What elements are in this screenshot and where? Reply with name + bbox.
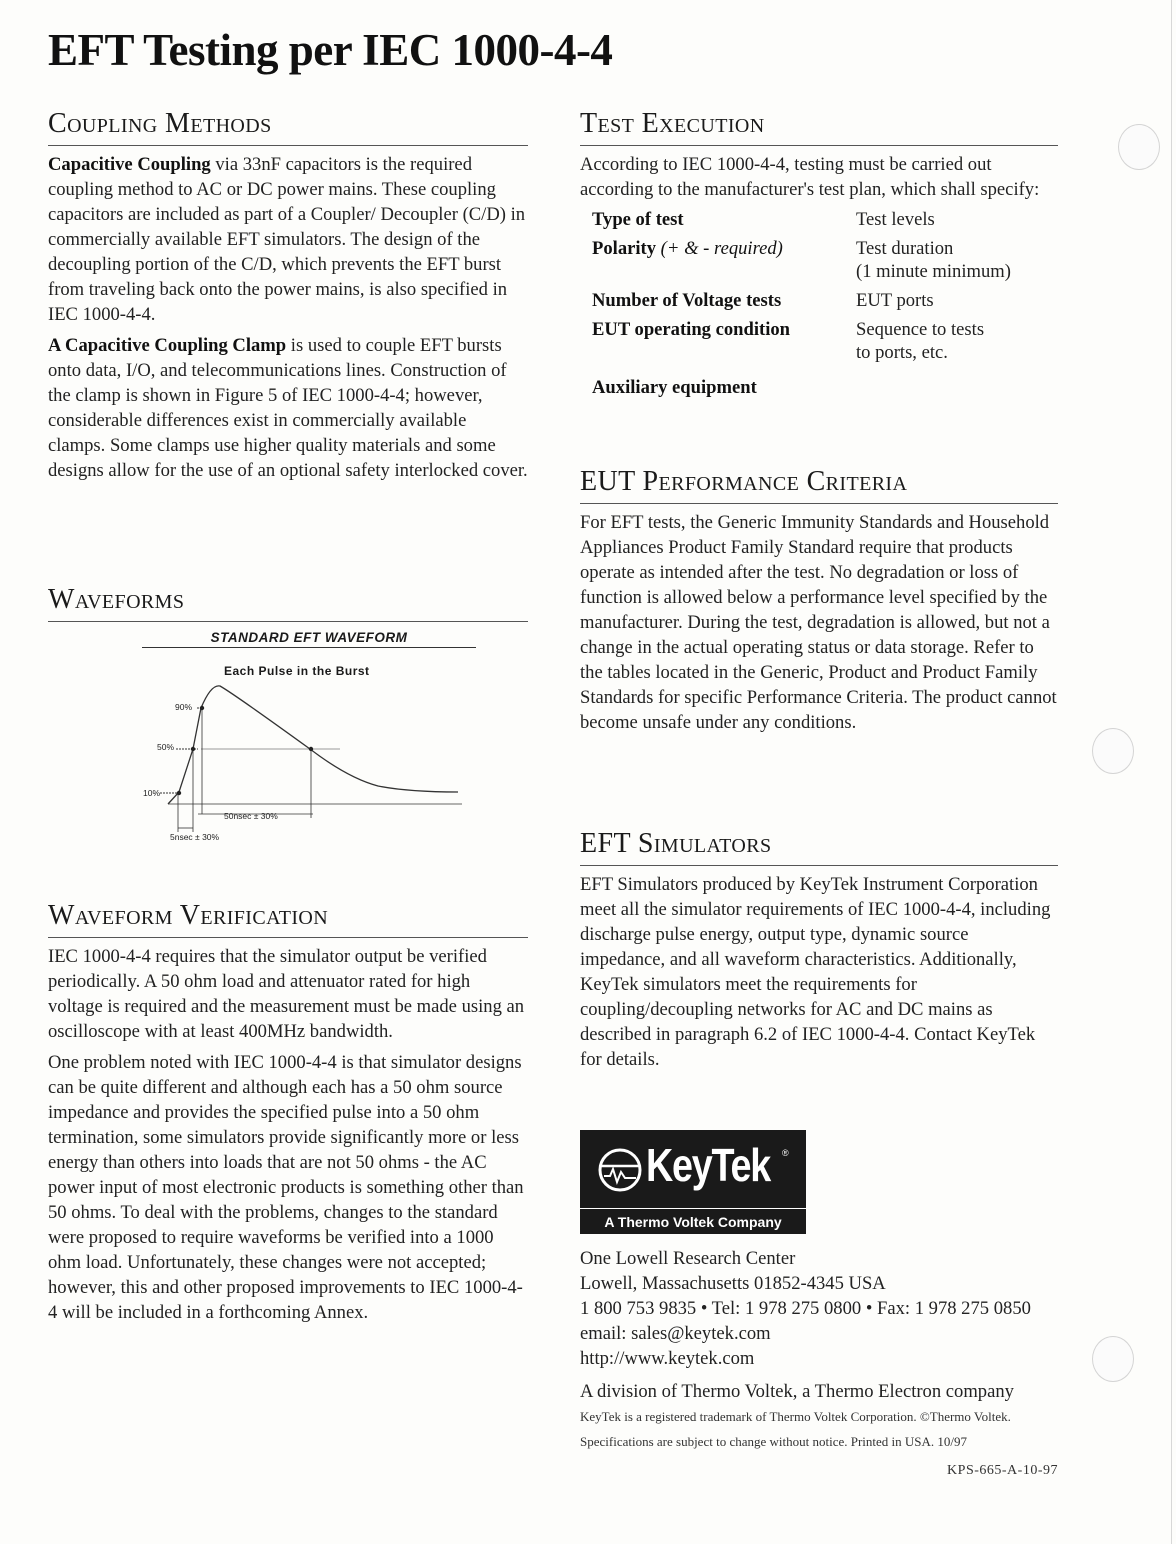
- document-id: KPS-665-A-10-97: [947, 1463, 1058, 1478]
- figure-title: STANDARD EFT WAVEFORM: [142, 630, 476, 648]
- page-edge: [1171, 0, 1172, 1544]
- waveforms-section: [48, 584, 528, 860]
- label-50-percent: 50%: [157, 742, 175, 752]
- capacitive-coupling-term: Capacitive Coupling: [48, 154, 211, 175]
- coupling-methods-heading: Coupling Methods: [48, 108, 528, 146]
- punch-hole: [1092, 1336, 1134, 1382]
- address-line-1: One Lowell Research Center: [580, 1248, 796, 1269]
- coupling-paragraph-2: A Capacitive Coupling Clamp is used to couple EFT bursts onto data, I/O, and telecommunications lines. Construction of the clamp is shown in Figure 5 of IEC 1000-4-4; however, considerable differences exist in commercially available clamps. Some clamps use higher quality materials and some designs allow for the use of an optional safety interlocked cover.: [48, 335, 528, 481]
- waveforms-heading: Waveforms: [48, 584, 528, 622]
- point-50-rise: [191, 747, 195, 751]
- test-plan-table: [592, 208, 1011, 405]
- label-rise-time: 5nsec ± 30%: [170, 832, 220, 842]
- label-10-percent: 10%: [143, 788, 161, 798]
- globe-icon: [592, 1142, 648, 1198]
- left-column: [48, 108, 528, 489]
- label-90-percent: 90%: [175, 702, 193, 712]
- table-row: Polarity (+ & - required) Test duration (1 minute minimum): [592, 238, 1011, 282]
- test-execution-section: [580, 108, 1058, 405]
- eft-simulators-heading: EFT Simulators: [580, 828, 1058, 866]
- pulse-curve: [168, 686, 458, 804]
- waveform-diagram: [48, 628, 528, 860]
- simulators-section: [580, 828, 1058, 1454]
- address-line-2: Lowell, Massachusetts 01852-4345 USA: [580, 1273, 886, 1294]
- keytek-logo: [580, 1130, 806, 1234]
- registered-mark: ®: [782, 1148, 789, 1158]
- label-pulse-width: 50nsec ± 30%: [224, 811, 278, 821]
- page-title: EFT Testing per IEC 1000-4-4: [48, 25, 613, 75]
- verification-paragraph-1: IEC 1000-4-4 requires that the simulator output be verified periodically. A 50 ohm load and attenuator rated for high voltage is required and the measurement must be made using an oscilloscope with at least 400MHz bandwidth.: [48, 946, 525, 1042]
- email-line[interactable]: email: sales@keytek.com: [580, 1323, 771, 1344]
- website-link[interactable]: http://www.keytek.com: [580, 1348, 755, 1369]
- verification-paragraph-2: One problem noted with IEC 1000-4-4 is that simulator designs can be quite different and although each has a 50 ohm source impedance and provides the specified pulse into a 50 ohm termination, some simulators provide significantly more or less energy than others into loads that are not 50 ohms - the AC power input of most electronic products is something other than 50 ohms. To deal with the problems, changes to the standard were proposed to require waveforms be verified into a 1000 ohm load. Unfortunately, these changes were not accepted; however, this and other proposed improvements to IEC 1000-4-4 will be included in a forthcoming Annex.: [48, 1052, 524, 1323]
- test-execution-intro: According to IEC 1000-4-4, testing must be carried out according to the manufacturer's test plan, which shall specify:: [580, 154, 1040, 200]
- punch-hole: [1118, 124, 1160, 170]
- point-90: [200, 706, 204, 710]
- punch-hole: [1092, 728, 1134, 774]
- verification-section: [48, 900, 528, 1331]
- table-row: Number of Voltage tests EUT ports: [592, 290, 934, 311]
- point-50-fall: [309, 747, 313, 751]
- performance-paragraph: For EFT tests, the Generic Immunity Standards and Household Appliances Product Family Standard require that products operate as intended after the test. No degradation or loss of function is allowed below a performance level specified by the manufacturer. During the test, degradation is allowed, but not a change in the actual operating status or data storage. Refer to the tables located in the Generic, Product and Product Family Standards for specific Performance Criteria. The product cannot become unsafe under any conditions.: [580, 512, 1057, 733]
- point-10: [177, 791, 181, 795]
- waveform-verification-heading: Waveform Verification: [48, 900, 528, 938]
- simulators-paragraph: EFT Simulators produced by KeyTek Instrument Corporation meet all the simulator requirements of IEC 1000-4-4, including discharge pulse energy, output type, dynamic source impedance, and all waveform characteristics. Additionally, KeyTek simulators meet the requirements for coupling/decoupling networks for AC and DC mains as described in paragraph 6.2 of IEC 1000-4-4. Contact KeyTek for details.: [580, 874, 1051, 1070]
- performance-criteria-heading: EUT Performance Criteria: [580, 466, 1058, 504]
- table-row: Type of test Test levels: [592, 209, 935, 230]
- table-row: EUT operating condition Sequence to tests to ports, etc.: [592, 319, 985, 363]
- coupling-paragraph-1: Capacitive Coupling via 33nF capacitors is the required coupling method to AC or DC power mains. These coupling capacitors are included as part of a Coupler/ Decoupler (C/D) in commercially available EFT simulators. The design of the decoupling portion of the C/D, which prevents the EFT burst from traveling back onto the power mains, is also specified in IEC 1000-4-4.: [48, 154, 526, 325]
- performance-section: [580, 466, 1058, 741]
- eft-waveform-figure: [48, 628, 528, 860]
- test-execution-heading: Test Execution: [580, 108, 1058, 146]
- contact-block: [580, 1246, 1058, 1454]
- trademark-notice: KeyTek is a registered trademark of Thermo Voltek Corporation. ©Thermo Voltek. Specifications are subject to change without notice. Printed in USA. 10/97: [580, 1409, 1011, 1449]
- figure-subtitle: Each Pulse in the Burst: [224, 664, 370, 678]
- logo-wordmark: KeyTek: [646, 1139, 771, 1191]
- logo-tagline: A Thermo Voltek Company: [580, 1208, 806, 1235]
- table-row: Auxiliary equipment: [592, 377, 757, 398]
- phone-line: 1 800 753 9835 • Tel: 1 978 275 0800 • Fax: 1 978 275 0850: [580, 1298, 1031, 1319]
- division-line: A division of Thermo Voltek, a Thermo Electron company: [580, 1381, 1014, 1402]
- coupling-clamp-term: A Capacitive Coupling Clamp: [48, 335, 287, 356]
